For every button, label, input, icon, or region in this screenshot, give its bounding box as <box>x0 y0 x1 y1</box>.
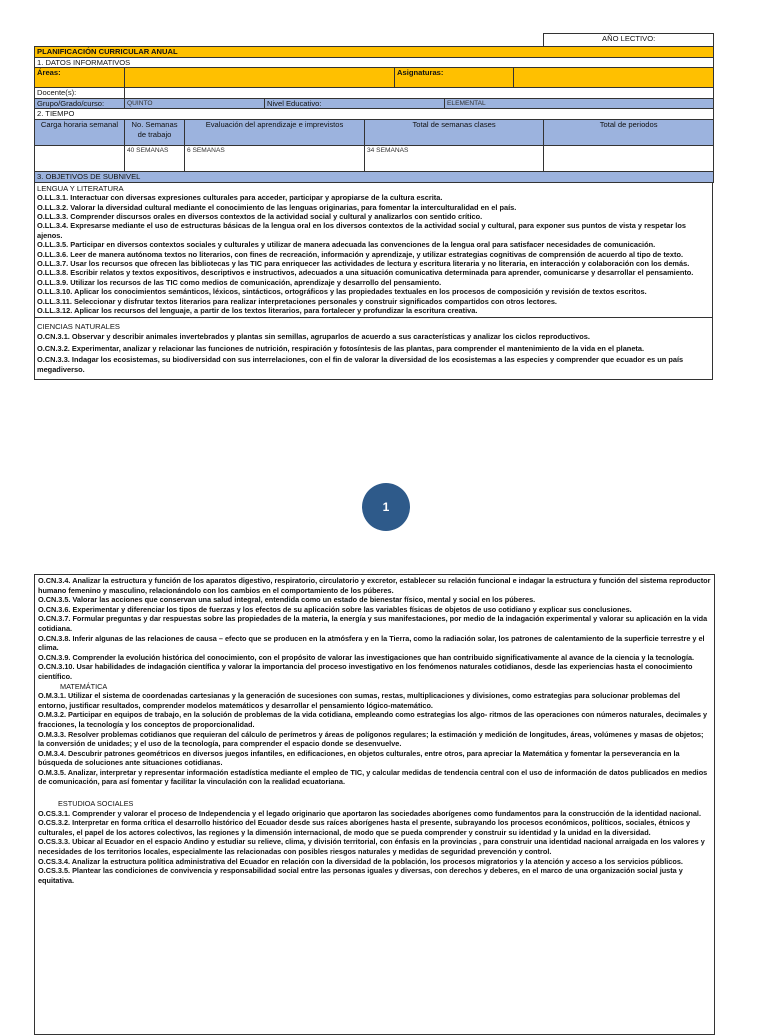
lengua-section <box>34 183 713 319</box>
asignaturas-field[interactable] <box>514 68 714 88</box>
objective-item: O.LL.3.5. Participar en diversos contextos sociales y culturales y utilizar de manera adecuada las convenciones de la lengua oral para satisfacer necesidades de comunicación. <box>37 240 656 250</box>
objective-item: O.M.3.2. Participar en equipos de trabajo, en la solución de problemas de la vida cotidiana, empleando como estrategias los algo- ritmos de las operaciones con números naturales, decimales y fracciones, la tecnología y los conceptos de proporcionalidad. <box>38 710 708 729</box>
objective-item: O.LL.3.8. Escribir relatos y textos expositivos, descriptivos e instructivos, adecuados a una situación comunicativa determinada para aprender, comunicarse y desarrollar el pensamiento. <box>37 268 694 278</box>
nivel-label: Nivel Educativo: <box>265 98 445 109</box>
objective-item: O.LL.3.1. Interactuar con diversas expresiones culturales para acceder, participar y apropiarse de la cultura escrita. <box>37 193 443 203</box>
col-total-semanas: Total de semanas clases <box>365 119 544 145</box>
objective-item: O.CS.3.4. Analizar la estructura política administrativa del Ecuador en relación con la diversidad de la población, los procesos migratorios y la atención y acceso a los servicios públicos. <box>38 856 683 866</box>
ciencias-section <box>34 318 713 379</box>
page-number-badge: 1 <box>362 483 410 531</box>
val-evaluacion: 6 SEMANAS <box>185 145 365 171</box>
section-objetivos: 3. OBJETIVOS DE SUBNIVEL <box>35 171 714 182</box>
objective-item: O.M.3.4. Descubrir patrones geométricos en diversos juegos infantiles, en edificaciones, en objetos culturales, entre otros, para apreciar la Matemática y fomentar la perseverancia en la búsqueda de soluciones ante situaciones cotidianas. <box>38 748 680 768</box>
objective-item: O.CN.3.7. Formular preguntas y dar respuestas sobre las propiedades de la materia, la energía y sus manifestaciones, por medio de la indagación experimental y valorar su aplicación en la vida cotidiana. <box>38 614 708 633</box>
objective-item: O.M.3.3. Resolver problemas cotidianos que requieran del cálculo de perímetros y áreas de polígonos regulares; la estimación y medición de longitudes, áreas, volúmenes y masas de objetos; la conversión de unidades; y el uso de la tecnología, para comprender el espacio donde se desenvuelve. <box>38 729 704 749</box>
objective-item: O.LL.3.11. Seleccionar y disfrutar textos literarios para realizar interpretaciones personales y construir significados compartidos con otros lectores. <box>37 296 557 306</box>
objective-item: O.LL.3.10. Aplicar los conocimientos semánticos, léxicos, sintácticos, ortográficos y las propiedades textuales en los procesos de composición y revisión de textos escritos. <box>37 287 647 297</box>
val-total-periodos[interactable] <box>544 145 714 171</box>
plan-table <box>34 33 714 183</box>
objective-item: O.CS.3.3. Ubicar al Ecuador en el espacio Andino y estudiar su relieve, clima, y división territorial, con énfasis en la provincias , para construir una identidad nacional arraigada en los valores y necesidades de los territorios locales, especialmente las relacionadas con posibles riesgos naturales y medidas de seguridad prevención y control. <box>38 837 705 857</box>
grupo-label: Grupo/Grado/curso: <box>35 98 125 109</box>
objective-item: O.CS.3.2. Interpretar en forma crítica el desarrollo histórico del Ecuador desde sus raíces aborígenes hasta el presente, subrayando los procesos económicos, políticos, sociales, étnicos y culturales, el papel de los actores colectivos, las regiones y la dimensión internacional, de modo que se pueda comprender y construir su identidad y la unidad en la diversidad. <box>38 818 691 837</box>
objective-item: O.LL.3.9. Utilizar los recursos de las TIC como medios de comunicación, aprendizaje y desarrollo del pensamiento. <box>37 277 442 287</box>
section-datos: 1. DATOS INFORMATIVOS <box>35 57 714 68</box>
ano-lectivo-label: AÑO LECTIVO: <box>544 34 714 47</box>
sociales-heading: ESTUDIOA SOCIALES <box>58 799 134 809</box>
docente-label: Docente(s): <box>35 88 125 99</box>
val-semanas: 40 SEMANAS <box>125 145 185 171</box>
objective-item: O.M.3.5. Analizar, interpretar y representar información estadística mediante el empleo de TIC, y calcular medidas de tendencia central con el uso de información de datos publicados en medios de comunicación, para así fomentar y facilitar la vinculación con la realidad ecuatoriana. <box>38 767 708 787</box>
objective-item: O.CN.3.1. Observar y describir animales invertebrados y plantas sin semillas, agruparlos de acuerdo a sus características y analizar los ciclos reproductivos. <box>37 332 590 342</box>
asignaturas-label: Asignaturas: <box>395 68 514 88</box>
objective-item: O.LL.3.12. Aplicar los recursos del lenguaje, a partir de los textos literarios, para fortalecer y profundizar la escritura creativa. <box>37 306 478 316</box>
objective-item: O.M.3.1. Utilizar el sistema de coordenadas cartesianas y la generación de sucesiones con sumas, restas, multiplicaciones y divisiones, como estrategias para solucionar problemas del entorno, justificar resultados, comprender modelos matemáticos y desarrollar el pensamiento lógico-matemático. <box>38 691 680 710</box>
section-tiempo: 2. TIEMPO <box>35 109 714 120</box>
areas-label: Áreas: <box>35 68 125 88</box>
ciencias-heading: CIENCIAS NATURALES <box>37 322 120 332</box>
col-total-periodos: Total de periodos <box>544 119 714 145</box>
val-total-semanas: 34 SEMANAS <box>365 145 544 171</box>
objective-item: O.LL.3.2. Valorar la diversidad cultural mediante el conocimiento de las lenguas originarias, para fomentar la interculturalidad en el país. <box>37 202 517 212</box>
matematica-heading: MATEMÁTICA <box>60 681 108 691</box>
objective-item: O.CN.3.10. Usar habilidades de indagación científica y valorar la importancia del proceso investigativo en los fenómenos naturales cotidianos, desde las experiencias hasta el conocimiento científico. <box>38 662 693 681</box>
col-carga: Carga horaria semanal <box>35 119 125 145</box>
grupo-value: QUINTO <box>125 98 265 109</box>
objective-item: O.LL.3.7. Usar los recursos que ofrecen las bibliotecas y las TIC para enriquecer las actividades de lectura y escritura literaria y no literaria, en interacción y colaboración con los demás. <box>37 259 690 268</box>
objective-item: O.CN.3.4. Analizar la estructura y función de los aparatos digestivo, respiratorio, circulatorio y excretor, establecer su relación funcional e indagar la estructura y función del sistema reproductor humano femenino y masculino, relacionándolo con los cambios en el comportamiento de los púberes. <box>38 576 711 595</box>
nivel-value: ELEMENTAL <box>445 98 714 109</box>
objective-item: O.CN.3.8. Inferir algunas de las relaciones de causa – efecto que se producen en la atmósfera y en la Tierra, como la radiación solar, los patrones de calentamiento de la superficie terrestre y el clima. <box>38 633 705 653</box>
objective-item: O.CN.3.6. Experimentar y diferenciar los tipos de fuerzas y los efectos de su aplicación sobre las variables físicas de objetos de uso cotidiano y explicar sus conclusiones. <box>38 604 632 614</box>
areas-field[interactable] <box>125 68 395 88</box>
objective-item: O.CN.3.9. Comprender la evolución histórica del conocimiento, con el propósito de valorar las investigaciones que han contribuido significativamente al avance de la ciencia y la tecnología. <box>38 652 695 662</box>
objective-item: O.CN.3.2. Experimentar, analizar y relacionar las funciones de nutrición, respiración y fotosíntesis de las plantas, para comprender el mantenimiento de la vida en el planeta. <box>37 343 645 353</box>
plan-title: PLANIFICACIÓN CURRICULAR ANUAL <box>35 47 714 58</box>
planning-document <box>34 33 713 380</box>
lengua-heading: LENGUA Y LITERATURA <box>37 183 124 193</box>
objective-item: O.LL.3.4. Expresarse mediante el uso de estructuras básicas de la lengua oral en los diversos contextos de la actividad social y cultural, para exponer sus puntos de vista y respetar los ajenos. <box>37 221 686 240</box>
page-two-content <box>34 574 715 1035</box>
objective-item: O.CS.3.1. Comprender y valorar el proceso de Independencia y el legado originario que aportaron las sociedades aborígenes como fundamentos para la construcción de la identidad nacional. <box>38 808 701 818</box>
docente-field[interactable] <box>125 88 714 99</box>
val-carga[interactable] <box>35 145 125 171</box>
objective-item: O.CS.3.5. Plantear las condiciones de convivencia y responsabilidad social entre las personas iguales y diversas, con derechos y deberes, en el marco de una organización social justa y equitativa. <box>38 866 683 885</box>
objective-item: O.LL.3.6. Leer de manera autónoma textos no literarios, con fines de recreación, información y aprendizaje, y utilizar estrategias cognitivas de comprensión de acuerdo al tipo de texto. <box>37 249 684 259</box>
objective-item: O.CN.3.3. Indagar los ecosistemas, su biodiversidad con sus interrelaciones, con el fin de valorar la diversidad de los ecosistemas a las especies y comprender que ecuador es un país megadiverso. <box>37 355 684 375</box>
col-semanas: No. Semanas de trabajo <box>125 119 185 145</box>
objective-item: O.LL.3.3. Comprender discursos orales en diversos contextos de la actividad social y cultural y analizarlos con sentido crítico. <box>37 211 483 221</box>
objective-item: O.CN.3.5. Valorar las acciones que conservan una salud integral, entendida como un estado de bienestar físico, mental y social en los púberes. <box>38 595 536 605</box>
col-evaluacion: Evaluación del aprendizaje e imprevistos <box>185 119 365 145</box>
